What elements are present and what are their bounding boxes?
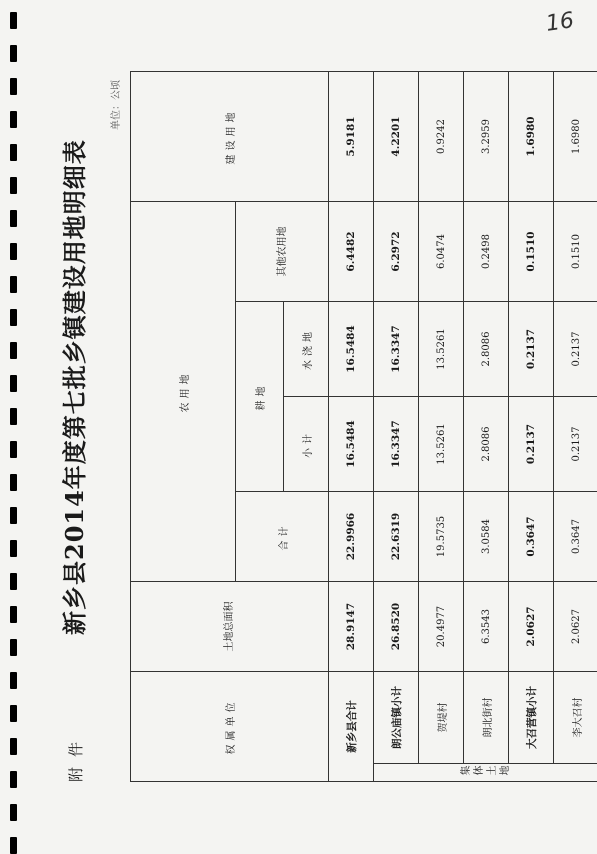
collective-land-label: 集体土地	[374, 764, 597, 782]
binder-hole	[10, 12, 17, 29]
binder-hole	[10, 408, 17, 425]
cell-construction: 1.6980	[554, 72, 597, 202]
table-row	[419, 72, 464, 782]
cell-irrigated: 13.5261	[419, 302, 464, 397]
cell-total-area: 20.4977	[419, 582, 464, 672]
row-name: 朗公庙镇小计	[374, 672, 419, 764]
cell-cult-subtotal: 16.3347	[374, 397, 419, 492]
binder-hole	[10, 837, 17, 854]
cell-cult-subtotal: 0.2137	[554, 397, 597, 492]
cell-construction: 1.6980	[509, 72, 554, 202]
cell-irrigated: 2.8086	[464, 302, 509, 397]
cell-other-agri: 0.1510	[509, 202, 554, 302]
cell-irrigated: 0.2137	[509, 302, 554, 397]
row-name: 新乡县合计	[329, 672, 374, 782]
binder-hole	[10, 771, 17, 788]
binder-hole	[10, 672, 17, 689]
binder-hole	[10, 243, 17, 260]
binder-hole	[10, 111, 17, 128]
binder-hole	[10, 276, 17, 293]
cell-other-agri: 6.0474	[419, 202, 464, 302]
cell-total-area: 2.0627	[509, 582, 554, 672]
cell-irrigated: 16.5484	[329, 302, 374, 397]
binder-hole	[10, 78, 17, 95]
header-agri-total: 合计	[236, 492, 329, 582]
header-owner-unit: 权属单位	[131, 672, 329, 782]
table-row	[554, 72, 597, 782]
binder-hole	[10, 507, 17, 524]
table-row	[464, 72, 509, 782]
cell-total-area: 6.3543	[464, 582, 509, 672]
header-other-agri: 其他农用地	[236, 202, 329, 302]
cell-cult-subtotal: 16.5484	[329, 397, 374, 492]
binder-hole	[10, 639, 17, 656]
cell-total-area: 2.0627	[554, 582, 597, 672]
cell-total-area: 28.9147	[329, 582, 374, 672]
cell-construction: 0.9242	[419, 72, 464, 202]
cell-construction: 3.2959	[464, 72, 509, 202]
cell-cult-subtotal: 0.2137	[509, 397, 554, 492]
binder-hole	[10, 45, 17, 62]
header-total-land-area: 土地总面积	[131, 582, 329, 672]
cell-other-agri: 6.4482	[329, 202, 374, 302]
binder-hole	[10, 177, 17, 194]
row-name: 李大召村	[554, 672, 597, 764]
table-row	[509, 72, 554, 782]
binder-hole	[10, 309, 17, 326]
binder-hole	[10, 573, 17, 590]
row-name: 大召营镇小计	[509, 672, 554, 764]
cell-construction: 4.2201	[374, 72, 419, 202]
cell-construction: 5.9181	[329, 72, 374, 202]
cell-irrigated: 16.3347	[374, 302, 419, 397]
binder-hole	[10, 705, 17, 722]
binder-hole	[10, 144, 17, 161]
land-table	[130, 71, 597, 782]
page-title: 新乡县2014年度第七批乡镇建设用地明细表	[55, 139, 90, 635]
binder-hole	[10, 606, 17, 623]
rotated-content	[55, 50, 575, 830]
cell-cult-subtotal: 13.5261	[419, 397, 464, 492]
header-cultivated: 耕地	[236, 302, 284, 492]
header-construction: 建设用地	[131, 72, 329, 202]
row-name: 贺堤村	[419, 672, 464, 764]
binder-hole	[10, 540, 17, 557]
cell-irrigated: 0.2137	[554, 302, 597, 397]
cell-other-agri: 6.2972	[374, 202, 419, 302]
cell-agri-total: 19.5735	[419, 492, 464, 582]
cell-other-agri: 0.2498	[464, 202, 509, 302]
binder-hole	[10, 375, 17, 392]
cell-agri-total: 0.3647	[554, 492, 597, 582]
binder-hole	[10, 738, 17, 755]
table-row	[374, 72, 419, 782]
cell-other-agri: 0.1510	[554, 202, 597, 302]
binder-hole	[10, 210, 17, 227]
binder-hole	[10, 441, 17, 458]
table-row	[329, 72, 374, 782]
header-agri-land: 农用地	[131, 202, 236, 582]
attachment-label: 附件	[65, 732, 86, 782]
row-name: 朗北街村	[464, 672, 509, 764]
header-irrigated: 水浇地	[284, 302, 329, 397]
binder-hole	[10, 804, 17, 821]
unit-label: 单位：公顷	[107, 80, 122, 130]
cell-total-area: 26.8520	[374, 582, 419, 672]
binder-holes	[10, 0, 20, 843]
binder-hole	[10, 474, 17, 491]
binder-hole	[10, 342, 17, 359]
cell-agri-total: 3.0584	[464, 492, 509, 582]
header-subtotal: 小计	[284, 397, 329, 492]
handwritten-page-number: 16	[544, 8, 575, 37]
cell-agri-total: 22.9966	[329, 492, 374, 582]
cell-cult-subtotal: 2.8086	[464, 397, 509, 492]
cell-agri-total: 0.3647	[509, 492, 554, 582]
cell-agri-total: 22.6319	[374, 492, 419, 582]
